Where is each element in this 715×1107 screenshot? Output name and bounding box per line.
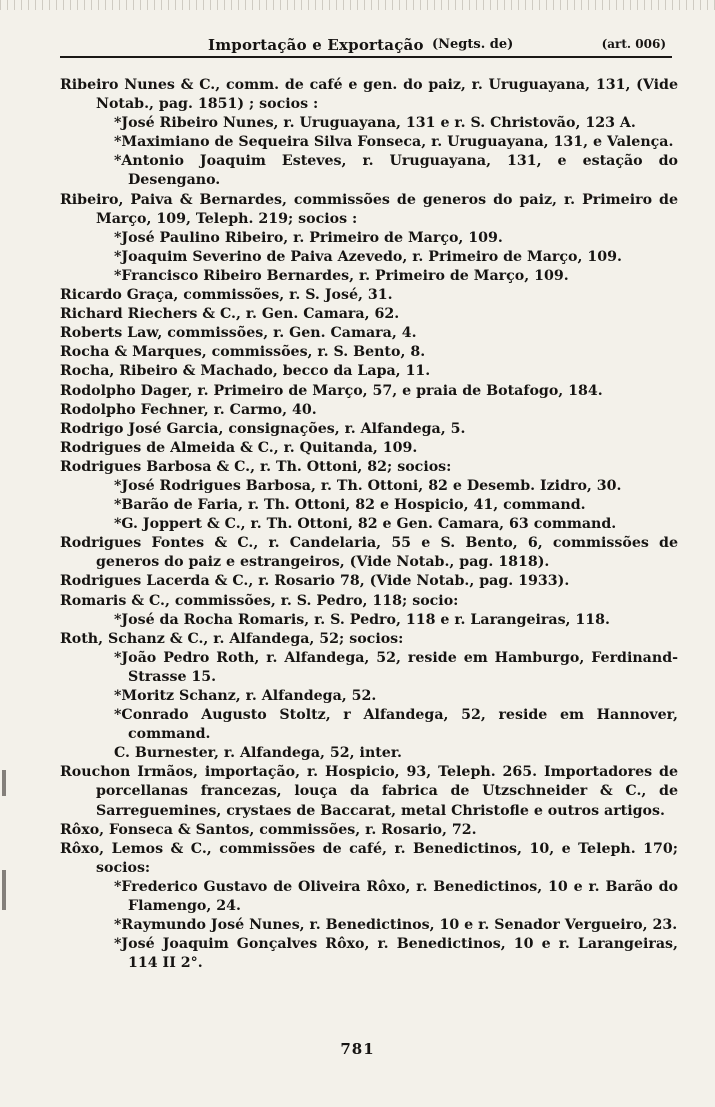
scan-edge-noise [0,0,715,10]
firm-entry: Ricardo Graça, commissões, r. S. José, 31. [60,287,393,304]
directory-listing [60,76,678,973]
firm-entry: Rocha & Marques, commissões, r. S. Bento, 8. [60,344,426,361]
firm-entry: Rôxo, Fonseca & Santos, commissões, r. Rosario, 72. [60,821,477,838]
partner-entry: *Barão de Faria, r. Th. Ottoni, 82 e Hospicio, 41, command. [114,497,586,514]
firm-entry: Rodrigues de Almeida & C., r. Quitanda, 109. [60,439,418,456]
firm-entry: Rodolpho Fechner, r. Carmo, 40. [60,401,317,418]
page-subtitle: (Negts. de) [432,37,514,52]
partner-entry: *José Joaquim Gonçalves Rôxo, r. Benedictinos, 10 e r. Larangeiras, 114 II 2°. [114,936,678,972]
firm-entry: Rodolpho Dager, r. Primeiro de Março, 57, e praia de Botafogo, 184. [60,382,603,399]
page-title: Importação e Exportação [208,36,424,54]
partner-entry: *José Rodrigues Barbosa, r. Th. Ottoni, 82 e Desemb. Izidro, 30. [114,477,622,494]
firm-entry: Ribeiro Nunes & C., comm. de café e gen. do paiz, r. Uruguayana, 131, (Vide Notab., pag. 1851) ; socios : [60,77,678,113]
partner-entry: *Moritz Schanz, r. Alfandega, 52. [114,688,377,704]
firm-entry: Roth, Schanz & C., r. Alfandega, 52; socios: [60,630,404,647]
partner-entry: *José da Rocha Romaris, r. S. Pedro, 118 e r. Larangeiras, 118. [114,611,610,628]
firm-entry: Richard Riechers & C., r. Gen. Camara, 62. [60,306,400,323]
partner-entry: *Raymundo José Nunes, r. Benedictinos, 10 e r. Senador Vergueiro, 23. [114,917,678,934]
firm-entry: Rodrigo José Garcia, consignações, r. Alfandega, 5. [60,420,466,437]
firm-entry: Ribeiro, Paiva & Bernardes, commissões de generos do paiz, r. Primeiro de Março, 109, Teleph. 219; socios : [60,191,678,227]
partner-entry: *G. Joppert & C., r. Th. Ottoni, 82 e Gen. Camara, 63 command. [114,516,617,533]
partner-entry: *Francisco Ribeiro Bernardes, r. Primeiro de Março, 109. [114,267,569,284]
article-number: (art. 006) [601,37,666,51]
scan-edge-mark [2,870,6,910]
firm-entry: Rôxo, Lemos & C., commissões de café, r. Benedictinos, 10, e Teleph. 170; socios: [60,840,678,876]
partner-entry: *Conrado Augusto Stoltz, r Alfandega, 52, reside em Hannover, command. [114,707,678,743]
partner-entry: *Frederico Gustavo de Oliveira Rôxo, r. Benedictinos, 10 e r. Barão do Flamengo, 24. [114,878,678,915]
partner-entry: *João Pedro Roth, r. Alfandega, 52, reside em Hamburgo, Ferdinand-Strasse 15. [114,649,678,685]
partner-entry: *Joaquim Severino de Paiva Azevedo, r. Primeiro de Março, 109. [114,248,622,265]
partner-entry: *Antonio Joaquim Esteves, r. Uruguayana, 131, e estação do Desengano. [114,153,678,189]
firm-entry: Rodrigues Lacerda & C., r. Rosario 78, (Vide Notab., pag. 1933). [60,573,570,590]
page-header [60,34,672,58]
partner-entry: C. Burnester, r. Alfandega, 52, inter. [114,745,402,762]
partner-entry: *José Paulino Ribeiro, r. Primeiro de Março, 109. [114,229,503,246]
partner-entry: *Maximiano de Sequeira Silva Fonseca, r. Uruguayana, 131, e Valença. [114,134,674,151]
firm-entry: Roberts Law, commissões, r. Gen. Camara, 4. [60,325,417,342]
firm-entry: Rouchon Irmãos, importação, r. Hospicio, 93, Teleph. 265. Importadores de porcellanas francezas, louça da fabrica de Utzschneider & C., de Sarreguemines, crystaes de Baccarat, metal Christofle e outros artigos. [60,764,678,819]
partner-entry: *José Ribeiro Nunes, r. Uruguayana, 131 e r. S. Christovão, 123 A. [114,115,636,132]
firm-entry: Rodrigues Barbosa & C., r. Th. Ottoni, 82; socios: [60,458,452,475]
firm-entry: Rocha, Ribeiro & Machado, becco da Lapa, 11. [60,363,431,380]
firm-entry: Rodrigues Fontes & C., r. Candelaria, 55 e S. Bento, 6, commissões de generos do paiz e estrangeiros, (Vide Notab., pag. 1818). [60,535,678,571]
firm-entry: Romaris & C., commissões, r. S. Pedro, 118; socio: [60,592,459,609]
page-number: 781 [340,1040,375,1058]
scan-edge-mark [2,770,6,796]
